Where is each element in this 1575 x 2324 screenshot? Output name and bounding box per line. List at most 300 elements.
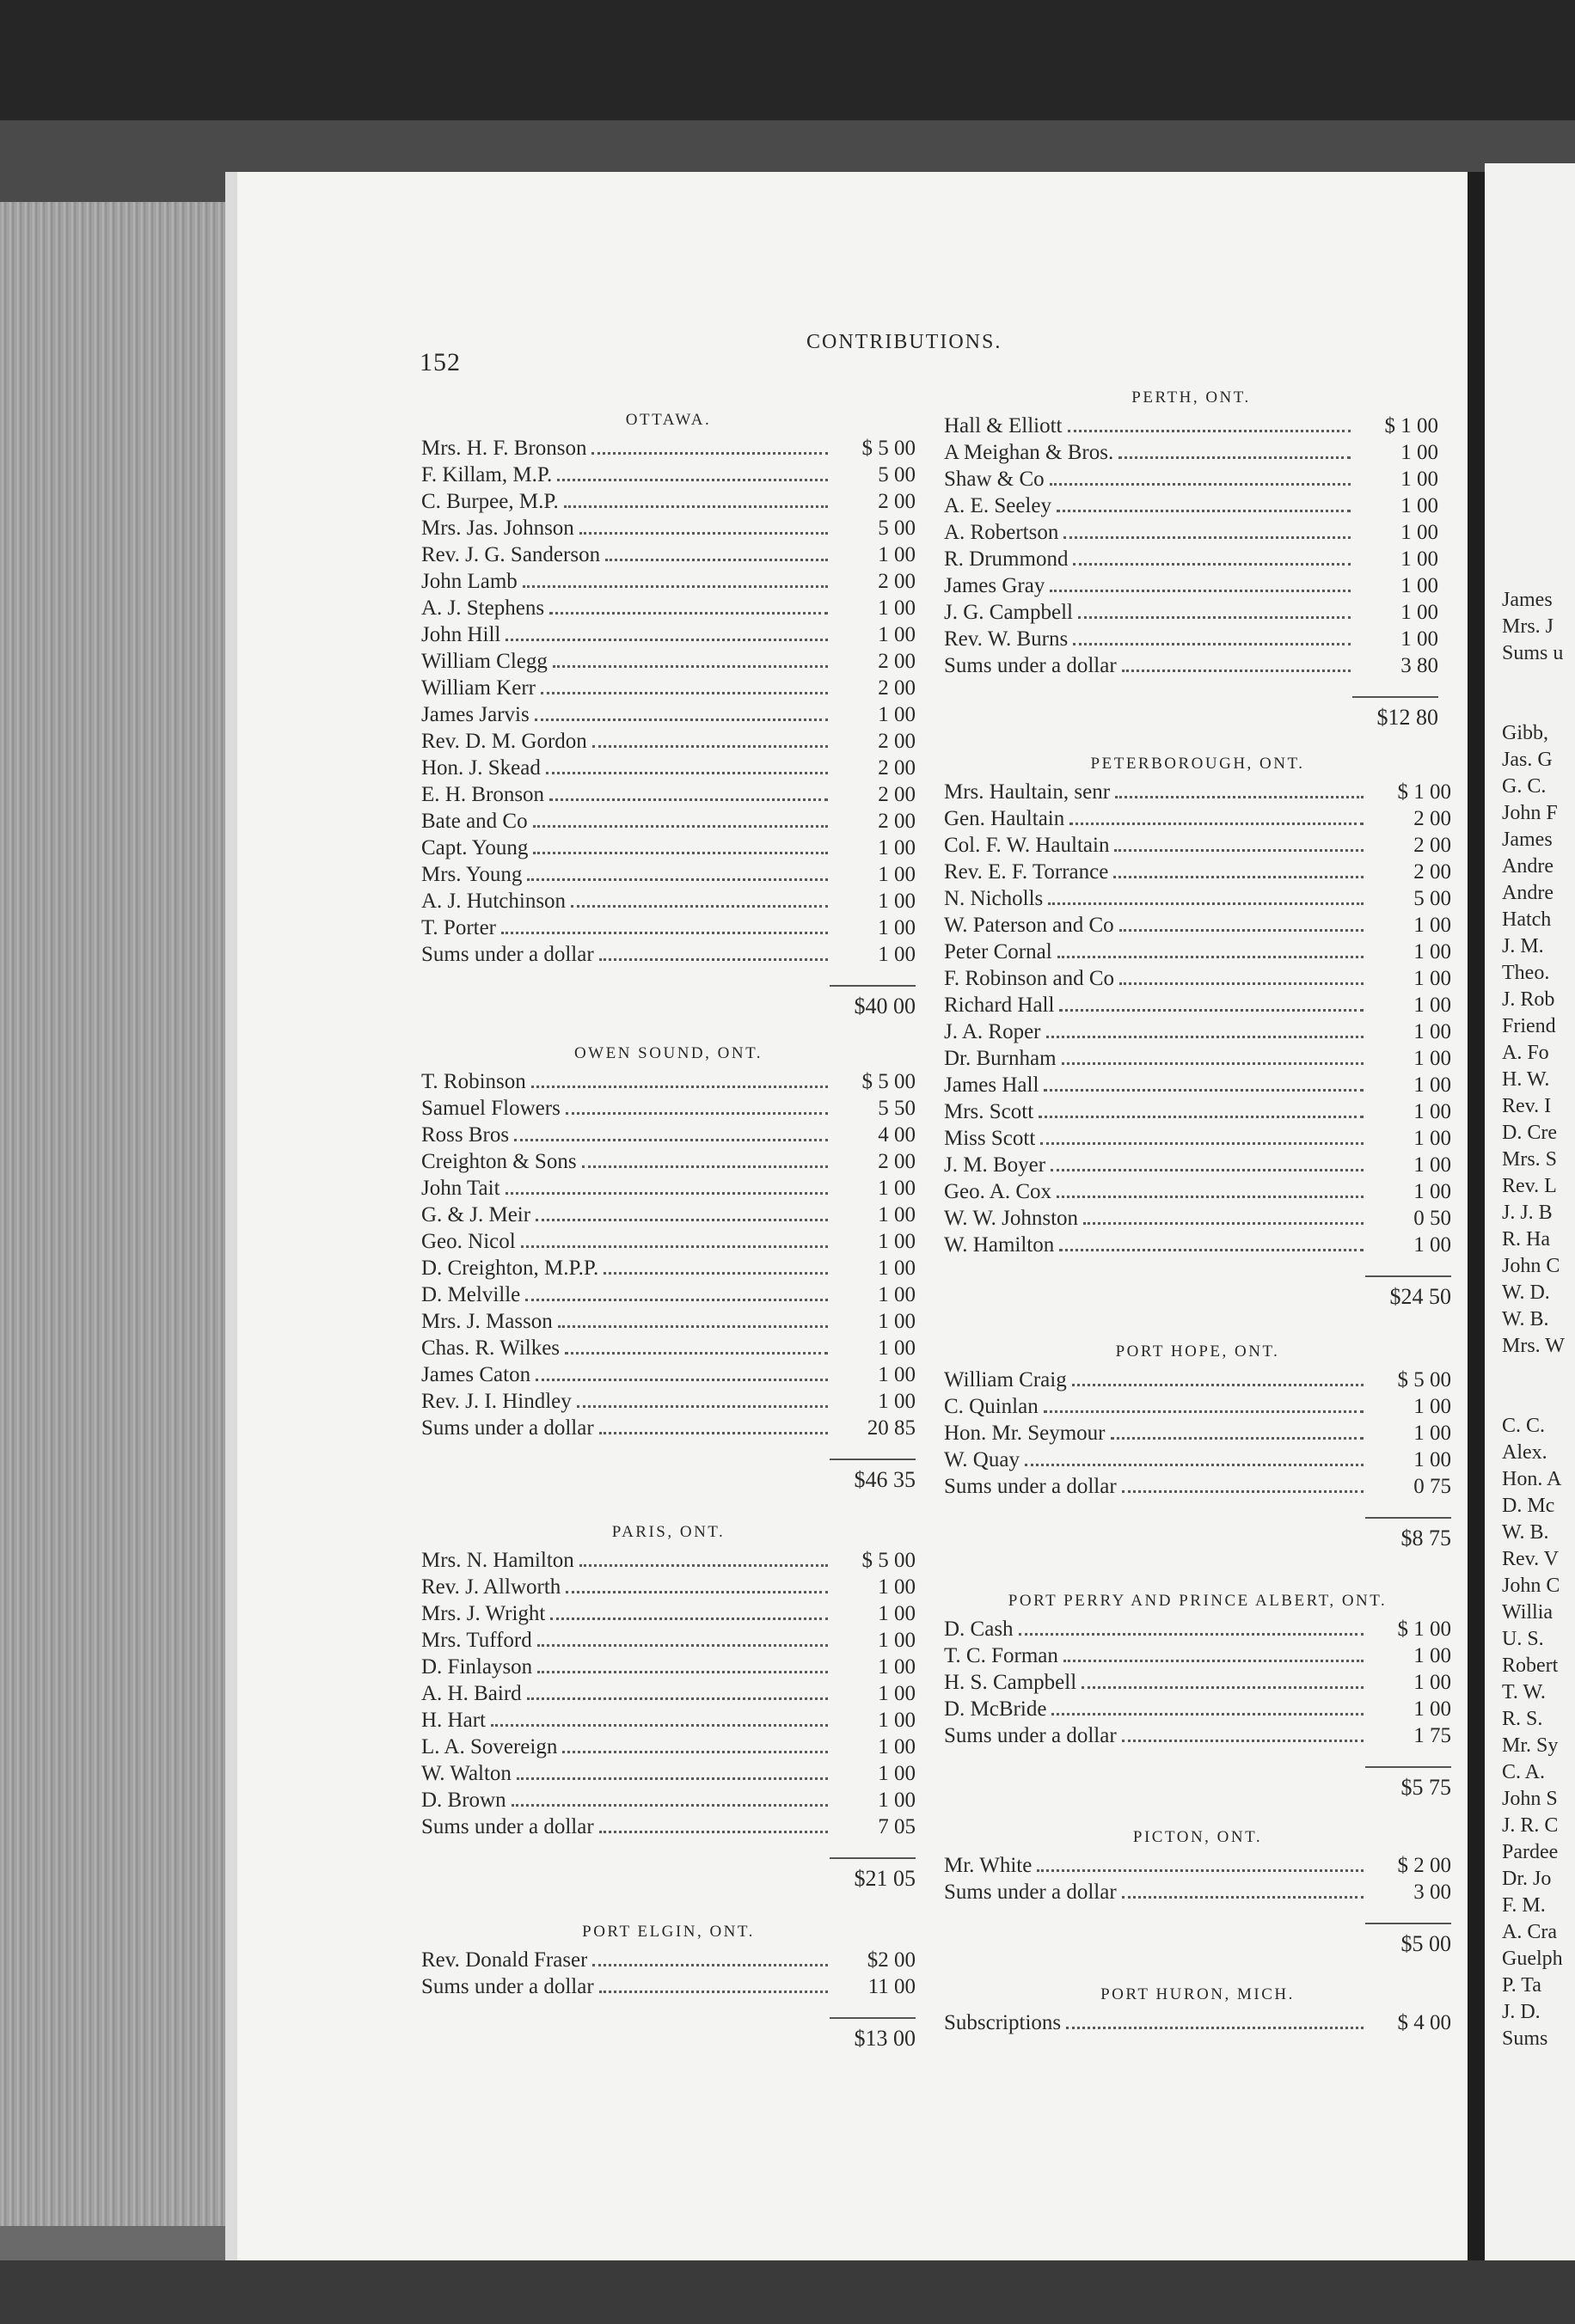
next-page-line: J. D. (1502, 2001, 1541, 2023)
section-port-huron (944, 1985, 1451, 2038)
section-total-row (421, 1849, 916, 1891)
contributor-name: Richard Hall (944, 994, 1055, 1017)
dot-leader (565, 1352, 828, 1355)
dot-leader (592, 1964, 828, 1966)
contributor-name: Gen. Haultain (944, 807, 1065, 830)
contribution-row (421, 1655, 916, 1682)
next-page-line: Rev. V (1502, 1548, 1559, 1570)
dot-leader (501, 932, 828, 934)
contribution-amount: 1 00 (1400, 627, 1438, 651)
contribution-row (944, 967, 1451, 994)
section-port-elgin (421, 1923, 916, 2051)
contributor-name: Chas. R. Wilkes (421, 1336, 561, 1360)
contributor-name: N. Nicholls (944, 887, 1044, 910)
next-page-line: J. Rob (1502, 988, 1555, 1011)
contribution-amount: $ 5 00 (861, 1549, 916, 1572)
dot-leader (521, 1245, 828, 1248)
contributor-name: G. & J. Meir (421, 1203, 531, 1226)
contributor-name: Dr. Burnham (944, 1047, 1057, 1070)
next-page-line: Guelph (1502, 1948, 1563, 1970)
contributor-name: W. Quay (944, 1448, 1020, 1471)
dot-leader (1118, 456, 1351, 459)
next-page-line (1502, 695, 1565, 722)
contribution-row (421, 836, 916, 863)
contributor-name: R. Drummond (944, 547, 1069, 571)
contribution-amount: 11 00 (867, 1975, 916, 1998)
next-page-line: U. S. (1502, 1628, 1544, 1650)
contribution-amount: 1 00 (878, 863, 916, 886)
contribution-amount: 1 00 (878, 1310, 916, 1333)
contributor-name: Rev. Donald Fraser (421, 1948, 588, 1972)
next-page-line: R. S. (1502, 1708, 1543, 1730)
dot-leader (1122, 670, 1351, 672)
section-paris (421, 1523, 916, 1891)
section-total-row (944, 1508, 1451, 1550)
contributor-name: A. J. Hutchinson (421, 890, 567, 913)
contribution-amount: 1 00 (878, 1363, 916, 1386)
contributor-name: T. C. Forman (944, 1644, 1058, 1667)
contributor-name: Mrs. Scott (944, 1100, 1034, 1123)
contributor-name: James Jarvis (421, 703, 530, 726)
contribution-amount: 20 85 (867, 1416, 916, 1440)
section-perth (944, 388, 1438, 730)
contribution-amount: $ 4 00 (1397, 2011, 1451, 2034)
next-page-line: R. Ha (1502, 1228, 1550, 1251)
next-page-line: G. C. (1502, 775, 1547, 798)
dot-leader (506, 639, 828, 641)
dot-leader (557, 479, 828, 481)
contributor-name: W. Walton (421, 1762, 512, 1785)
contributor-name: E. H. Bronson (421, 783, 545, 806)
contribution-row (421, 1336, 916, 1363)
contribution-amount: $ 5 00 (1397, 1368, 1451, 1391)
contribution-row (421, 1602, 916, 1629)
contributor-name: Rev. J. I. Hindley (421, 1390, 572, 1413)
contribution-row (421, 1735, 916, 1762)
contribution-amount: 1 00 (878, 1682, 916, 1705)
contribution-row (944, 1854, 1451, 1881)
dot-leader (1062, 1062, 1364, 1065)
dot-leader (549, 798, 828, 801)
next-page-text (1502, 589, 1565, 2054)
contributor-name: Mrs. J. Wright (421, 1602, 546, 1625)
next-page-line: D. Cre (1502, 1122, 1557, 1144)
dot-leader (1037, 1869, 1364, 1872)
contribution-amount: 2 00 (878, 810, 916, 833)
contribution-row (421, 1283, 916, 1310)
contribution-amount: 2 00 (878, 1150, 916, 1173)
contribution-amount: 1 00 (878, 1735, 916, 1758)
contributor-name: T. Porter (421, 916, 497, 939)
contribution-amount: 1 00 (878, 1177, 916, 1200)
next-page-line: Hatch (1502, 908, 1552, 931)
dot-leader (566, 1112, 828, 1115)
dot-leader (537, 1644, 828, 1647)
dot-leader (577, 1405, 828, 1408)
contribution-amount: 3 80 (1400, 654, 1438, 677)
contribution-row (944, 1618, 1451, 1644)
contribution-amount: 1 00 (1413, 1073, 1451, 1097)
section-heading: PORT HOPE, ONT. (1115, 1342, 1280, 1361)
dot-leader (599, 958, 828, 961)
section-total: $46 35 (830, 1459, 916, 1488)
contributor-name: William Clegg (421, 650, 548, 673)
next-page-line: Sums (1502, 2027, 1548, 2050)
dot-leader (512, 1804, 828, 1807)
next-page-line: A. Fo (1502, 1042, 1549, 1064)
contribution-row (421, 890, 916, 916)
contribution-row (944, 1724, 1451, 1751)
dot-leader (550, 1618, 828, 1620)
section-heading: PICTON, ONT. (1132, 1828, 1263, 1846)
next-page-line: J. M. (1502, 935, 1544, 957)
dot-leader (1122, 1490, 1364, 1493)
next-page-line: Mrs. S (1502, 1148, 1558, 1171)
contribution-amount: 1 00 (878, 1257, 916, 1280)
page-number: 152 (420, 348, 461, 376)
contribution-row (421, 730, 916, 756)
contribution-row (944, 780, 1451, 807)
dot-leader (1050, 590, 1351, 592)
dot-leader (582, 1165, 828, 1168)
dot-leader (1040, 1142, 1364, 1145)
contribution-amount: 5 00 (878, 517, 916, 540)
next-page-line (1502, 1361, 1565, 1388)
section-total-row (944, 1914, 1451, 1956)
contributor-name: J. G. Campbell (944, 601, 1073, 624)
next-page-line: D. Mc (1502, 1495, 1555, 1517)
next-page-line: Mrs. W (1502, 1335, 1565, 1357)
contribution-row (944, 1100, 1451, 1127)
contributor-name: Subscriptions (944, 2011, 1062, 2034)
section-total-row (421, 1450, 916, 1492)
contributor-name: Mrs. J. Masson (421, 1310, 553, 1333)
contribution-row (944, 1644, 1451, 1671)
dot-leader (579, 532, 828, 535)
contribution-row (944, 414, 1438, 441)
next-page-line: John S (1502, 1788, 1558, 1810)
dot-leader (523, 585, 828, 588)
dot-leader (1048, 902, 1364, 905)
contribution-amount: 1 00 (878, 890, 916, 913)
contributor-name: H. S. Campbell (944, 1671, 1077, 1694)
contributor-name: Mrs. Haultain, senr (944, 780, 1111, 804)
contribution-row (944, 1047, 1451, 1073)
next-page-line: John F (1502, 802, 1558, 824)
dot-leader (1073, 563, 1351, 566)
dot-leader (1057, 956, 1364, 958)
contributor-name: William Kerr (421, 676, 536, 700)
contribution-row (421, 1815, 916, 1842)
next-page-line: Robert (1502, 1654, 1559, 1677)
next-page-line: Andre (1502, 882, 1554, 904)
dot-leader (1063, 1660, 1364, 1662)
contribution-amount: 5 50 (878, 1097, 916, 1120)
dot-leader (1039, 1116, 1364, 1118)
next-page-line (1502, 1388, 1565, 1415)
contributor-name: T. Robinson (421, 1070, 526, 1093)
contribution-amount: 1 00 (1400, 494, 1438, 517)
next-page-line (1502, 669, 1565, 695)
contribution-row (944, 494, 1438, 521)
dot-leader (1063, 536, 1351, 539)
contribution-row (944, 1153, 1451, 1180)
contribution-row (944, 574, 1438, 601)
dot-leader (1025, 1464, 1364, 1466)
dot-leader (1044, 1410, 1364, 1413)
next-page-line: Pardee (1502, 1841, 1559, 1863)
contribution-amount: 1 00 (1413, 1100, 1451, 1123)
contribution-row (421, 676, 916, 703)
contribution-amount: 0 75 (1413, 1475, 1451, 1498)
dot-leader (1051, 1713, 1364, 1715)
contribution-row (944, 1180, 1451, 1207)
next-page-line: Rev. I (1502, 1095, 1552, 1117)
contributor-name: D. Creighton, M.P.P. (421, 1257, 599, 1280)
contribution-row (421, 1789, 916, 1815)
contribution-amount: 1 00 (878, 1762, 916, 1785)
contribution-row (944, 441, 1438, 468)
contribution-row (944, 654, 1438, 681)
contributor-name: C. Quinlan (944, 1395, 1039, 1418)
dot-leader (566, 1591, 828, 1593)
contribution-amount: 1 00 (878, 1602, 916, 1625)
dot-leader (1122, 1740, 1364, 1742)
contribution-row (944, 1395, 1451, 1422)
dot-leader (1019, 1633, 1364, 1636)
contribution-row (944, 940, 1451, 967)
contributor-name: William Craig (944, 1368, 1067, 1391)
contributor-name: J. A. Roper (944, 1020, 1041, 1043)
contributor-name: Sums under a dollar (944, 1475, 1117, 1498)
contribution-amount: $ 1 00 (1397, 1618, 1451, 1641)
contributor-name: D. Brown (421, 1789, 506, 1812)
contribution-amount: 1 00 (1400, 547, 1438, 571)
contribution-row (421, 1150, 916, 1177)
contribution-row (944, 1422, 1451, 1448)
contribution-row (421, 1948, 916, 1975)
contribution-amount: 1 00 (1413, 1047, 1451, 1070)
dot-leader (535, 719, 828, 721)
contributor-name: Mrs. Tufford (421, 1629, 532, 1652)
dot-leader (1059, 1009, 1364, 1012)
contribution-row (421, 810, 916, 836)
contributor-name: Mrs. Young (421, 863, 523, 886)
contributor-name: John Lamb (421, 570, 518, 593)
next-page-line: Mrs. J (1502, 615, 1554, 638)
next-page-line: John C (1502, 1255, 1560, 1277)
section-total-row (421, 976, 916, 1018)
contribution-row (421, 1363, 916, 1390)
contributor-name: Rev. J. G. Sanderson (421, 543, 601, 566)
next-page-line: J. J. B (1502, 1202, 1553, 1224)
contributor-name: D. Finlayson (421, 1655, 533, 1679)
scanner-background-bottom (0, 2260, 1575, 2324)
contribution-row (944, 1881, 1451, 1907)
contribution-amount: 1 00 (878, 1655, 916, 1679)
contribution-row (944, 860, 1451, 887)
contributor-name: Rev. E. F. Torrance (944, 860, 1109, 884)
contribution-amount: 1 00 (878, 1390, 916, 1413)
section-peterborough (944, 755, 1451, 1309)
contributor-name: D. Cash (944, 1618, 1014, 1641)
section-heading: PETERBOROUGH, ONT. (1090, 755, 1305, 773)
contributor-name: Sums under a dollar (421, 1975, 594, 1998)
next-page-line: Hon. A (1502, 1468, 1562, 1490)
contributor-name: Sums under a dollar (421, 1815, 594, 1838)
next-page-line: H. W. (1502, 1068, 1550, 1091)
contribution-amount: 0 50 (1413, 1207, 1451, 1230)
dot-leader (592, 745, 828, 748)
contribution-amount: 1 00 (878, 596, 916, 620)
contribution-amount: 1 00 (878, 1230, 916, 1253)
contribution-amount: 1 00 (1400, 468, 1438, 491)
contribution-amount: 1 00 (878, 836, 916, 859)
contribution-row (421, 1230, 916, 1257)
contribution-row (944, 1073, 1451, 1100)
contributor-name: W. Paterson and Co (944, 914, 1114, 937)
dot-leader (536, 1219, 828, 1221)
contribution-row (421, 1123, 916, 1150)
contribution-amount: 1 00 (878, 1709, 916, 1732)
contributor-name: A. Robertson (944, 521, 1059, 544)
contribution-row (421, 1310, 916, 1336)
contributor-name: W. W. Johnston (944, 1207, 1079, 1230)
contribution-amount: 1 00 (1413, 1395, 1451, 1418)
dot-leader (1122, 1896, 1364, 1899)
dot-leader (553, 665, 828, 668)
contribution-row (421, 783, 916, 810)
contributor-name: Capt. Young (421, 836, 529, 859)
contribution-amount: 1 00 (878, 543, 916, 566)
next-page-line: W. B. (1502, 1308, 1549, 1330)
contribution-row (421, 1203, 916, 1230)
contribution-row (944, 1233, 1451, 1260)
dot-leader (1051, 1169, 1364, 1171)
section-total: $8 75 (1365, 1517, 1451, 1546)
dot-leader (1114, 849, 1364, 852)
contribution-row (421, 623, 916, 650)
contributor-name: Mrs. H. F. Bronson (421, 437, 587, 460)
contributor-name: Sums under a dollar (421, 1416, 594, 1440)
next-page-line: Sums u (1502, 642, 1564, 664)
contribution-row (421, 570, 916, 596)
dot-leader (1044, 1089, 1364, 1092)
contribution-row (944, 834, 1451, 860)
contribution-row (421, 650, 916, 676)
contribution-amount: 1 00 (878, 1203, 916, 1226)
section-total: $12 80 (1352, 696, 1438, 725)
dot-leader (546, 772, 828, 774)
section-port-perry (944, 1592, 1451, 1800)
contributor-name: D. Melville (421, 1283, 521, 1306)
contributor-name: Samuel Flowers (421, 1097, 561, 1120)
contribution-amount: 1 00 (1400, 574, 1438, 597)
contribution-row (944, 1475, 1451, 1501)
next-page-line: Jas. G (1502, 749, 1553, 771)
next-page-line: A. Cra (1502, 1921, 1557, 1943)
contribution-amount: 2 00 (1413, 807, 1451, 830)
contribution-amount: 1 00 (1413, 1180, 1451, 1203)
section-heading: OTTAWA. (625, 411, 712, 429)
contribution-row (944, 807, 1451, 834)
dot-leader (605, 559, 828, 561)
contribution-amount: $ 1 00 (1397, 780, 1451, 804)
contribution-row (421, 1975, 916, 2002)
contribution-amount: 1 00 (1413, 1448, 1451, 1471)
next-page-line: John C (1502, 1575, 1560, 1597)
contribution-row (944, 627, 1438, 654)
contributor-name: Sums under a dollar (421, 943, 594, 966)
next-page-line: J. R. C (1502, 1814, 1559, 1837)
dot-leader (1115, 796, 1364, 798)
section-heading: PORT PERRY AND PRINCE ALBERT, ONT. (1008, 1592, 1388, 1610)
contribution-amount: 2 00 (878, 490, 916, 513)
section-heading: PERTH, ONT. (1131, 388, 1251, 407)
contribution-amount: 2 00 (878, 783, 916, 806)
contributor-name: Mrs. N. Hamilton (421, 1549, 574, 1572)
contributor-name: F. Killam, M.P. (421, 463, 553, 486)
contributor-name: Mr. White (944, 1854, 1033, 1877)
dot-leader (491, 1724, 828, 1727)
contribution-amount: 2 00 (1413, 860, 1451, 884)
next-page-line: Andre (1502, 855, 1554, 878)
contribution-amount: 1 00 (1400, 601, 1438, 624)
contribution-amount: 1 00 (1413, 914, 1451, 937)
contribution-row (421, 1762, 916, 1789)
contributor-name: James Caton (421, 1363, 531, 1386)
contribution-amount: 5 00 (1413, 887, 1451, 910)
contribution-amount: 1 00 (878, 623, 916, 646)
dot-leader (525, 1299, 828, 1301)
section-total-row (421, 2009, 916, 2051)
contribution-row (421, 1629, 916, 1655)
contribution-row (944, 914, 1451, 940)
section-total: $5 00 (1365, 1923, 1451, 1952)
dot-leader (1083, 1222, 1364, 1225)
contribution-row (944, 1697, 1451, 1724)
next-page-line: C. C. (1502, 1415, 1546, 1437)
contributor-name: A. H. Baird (421, 1682, 522, 1705)
contribution-row (421, 916, 916, 943)
contribution-row (944, 1127, 1451, 1153)
contributor-name: A. J. Stephens (421, 596, 545, 620)
contribution-amount: 1 00 (1413, 1671, 1451, 1694)
contribution-amount: 2 00 (878, 570, 916, 593)
contributor-name: J. M. Boyer (944, 1153, 1046, 1177)
dot-leader (1113, 876, 1364, 878)
contribution-amount: $ 2 00 (1397, 1854, 1451, 1877)
dot-leader (1072, 1384, 1364, 1386)
contribution-amount: $ 5 00 (861, 437, 916, 460)
contribution-amount: 1 00 (1413, 940, 1451, 963)
section-heading: OWEN SOUND, ONT. (573, 1044, 763, 1062)
dot-leader (1050, 483, 1351, 486)
contribution-row (421, 517, 916, 543)
contributor-name: Creighton & Sons (421, 1150, 577, 1173)
next-page-line: Alex. (1502, 1441, 1547, 1464)
contributor-name: W. Hamilton (944, 1233, 1055, 1257)
contribution-row (421, 490, 916, 517)
dot-leader (1119, 982, 1364, 985)
contributor-name: Sums under a dollar (944, 1724, 1117, 1747)
next-page-line: P. Ta (1502, 1974, 1541, 1997)
contribution-amount: 3 00 (1413, 1881, 1451, 1904)
contribution-amount: 1 00 (878, 1336, 916, 1360)
contributor-name: C. Burpee, M.P. (421, 490, 559, 513)
dot-leader (591, 452, 828, 455)
dot-leader (571, 905, 828, 908)
